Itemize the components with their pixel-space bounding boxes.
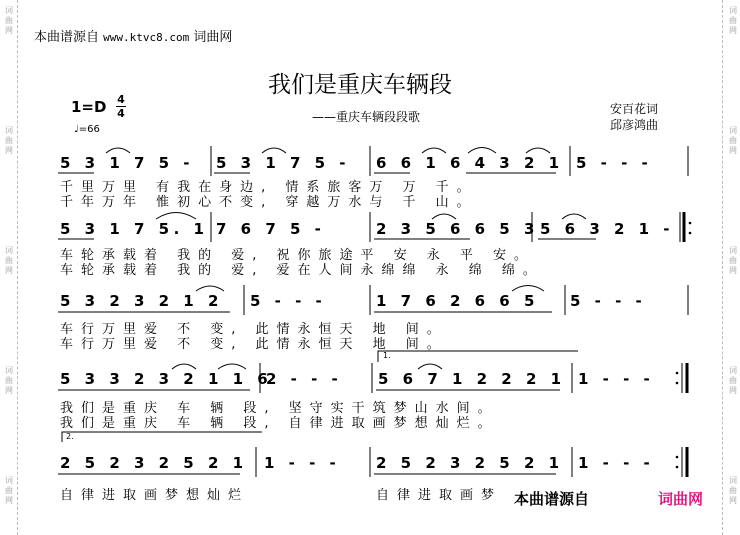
measure-notes: 7 6 7 5 - [216, 220, 326, 238]
measure-notes: 2 5 2 3 2 5 2 1 [60, 454, 248, 472]
slur [526, 148, 550, 153]
measure-notes: 5 3 1 7 5 - [216, 154, 351, 172]
volta-second-ending-label: 2. [66, 432, 74, 441]
volta-first-ending-label: 1. [383, 351, 391, 360]
source-site-name: 本曲谱源自 [34, 30, 100, 45]
time-signature-top: 4 [117, 93, 125, 106]
lyric-line-verse-2: 车轮承载着 我的 爱, 爱在人间永绵绵 永 绵 绵。 [60, 263, 544, 278]
source-site-brand: 词曲网 [193, 30, 233, 45]
side-watermark: 词曲网 [5, 476, 13, 505]
measure-notes: 5 6 3 2 1 - [540, 220, 675, 238]
song-title: 我们是重庆车辆段 [268, 72, 452, 98]
measure-notes: 5 3 3 2 3 2 1 1 6 [60, 370, 273, 388]
measure-notes: 2 - - - [266, 370, 343, 388]
key-signature: 1=D [71, 98, 107, 116]
lyricist-credit: 安百花词 [610, 102, 659, 116]
lyric-line-verse-2: 千年万年 惟初心不变, 穿越万水与 千 山。 [60, 195, 478, 210]
slur [562, 214, 586, 219]
side-watermark: 词曲网 [5, 366, 13, 395]
measure-notes: 1 - - - [264, 454, 341, 472]
bottom-brand-watermark: 词曲网 [658, 490, 704, 508]
volta-bracket-second-ending [62, 432, 262, 442]
slur [172, 364, 196, 369]
measure-notes: 5 - - - [570, 292, 647, 310]
measure-notes: 5 3 2 3 2 1 2 [60, 292, 223, 310]
lyric-line-verse-1: 千里万里 有我在身边, 情系旅客万 万 千。 [60, 180, 478, 195]
side-watermark: 词曲网 [729, 246, 737, 275]
slur [512, 286, 544, 292]
repeat-dot [676, 382, 679, 385]
side-watermark: 词曲网 [729, 126, 737, 155]
repeat-dot [676, 466, 679, 469]
slur [432, 214, 456, 219]
side-watermark: 词曲网 [729, 6, 737, 35]
lyric-line-verse-2: 自律进取画梦 [376, 488, 503, 503]
side-watermark: 词曲网 [5, 126, 13, 155]
measure-notes: 5 - - - [576, 154, 653, 172]
measure-notes: 1 - - - [578, 454, 655, 472]
lyric-line-verse-1: 自律进取画梦想灿烂 [60, 488, 250, 503]
side-watermark: 词曲网 [729, 366, 737, 395]
slur [106, 148, 130, 153]
measure-notes: 5 3 1 7 5. 1 [60, 220, 209, 238]
lyric-line-verse-1: 车行万里爱 不 变, 此情永恒天 地 间。 [60, 322, 448, 337]
measure-notes: 5 - - - [250, 292, 327, 310]
time-signature-bottom: 4 [117, 107, 125, 120]
slur [422, 148, 446, 153]
side-watermark: 词曲网 [729, 476, 737, 505]
slur [218, 364, 246, 369]
slur [156, 213, 196, 220]
measure-notes: 2 3 5 6 6 5 3 [376, 220, 539, 238]
measure-notes: 6 6 1 6 4 3 2 1 [376, 154, 564, 172]
lyric-line-verse-1: 我们是重庆 车 辆 段, 坚守实干筑梦山水间。 [60, 401, 499, 416]
repeat-dot [676, 372, 679, 375]
repeat-dot [689, 222, 692, 225]
slur [196, 286, 224, 291]
measure-notes: 1 - - - [578, 370, 655, 388]
measure-notes: 5 6 7 1 2 2 2 1 [378, 370, 566, 388]
repeat-dot [689, 232, 692, 235]
volta-bracket-first-ending [378, 351, 578, 362]
measure-notes: 1 7 6 2 6 6 5 [376, 292, 539, 310]
slur [468, 148, 496, 154]
source-url: www.ktvc8.com [103, 31, 190, 44]
side-watermark: 词曲网 [5, 6, 13, 35]
measure-notes: 5 3 1 7 5 - [60, 154, 195, 172]
lyric-line-verse-2: 车行万里爱 不 变, 此情永恒天 地 间。 [60, 337, 448, 352]
tempo-marking: ♩=66 [74, 124, 100, 135]
measure-notes: 2 5 2 3 2 5 2 1 [376, 454, 564, 472]
lyric-line-verse-2: 我们是重庆 车 辆 段, 自律进取画梦想灿烂。 [60, 416, 499, 431]
side-watermark: 词曲网 [5, 246, 13, 275]
bottom-source-watermark: 本曲谱源自 [510, 488, 593, 509]
lyric-line-verse-1: 车轮承载着 我的 爱, 祝你旅途平 安 永 平 安。 [60, 248, 536, 263]
slur [418, 364, 442, 369]
repeat-dot [676, 456, 679, 459]
slur [262, 148, 286, 153]
composer-credit: 邱彦鸿曲 [610, 118, 659, 132]
song-subtitle: ——重庆车辆段段歌 [312, 110, 421, 124]
